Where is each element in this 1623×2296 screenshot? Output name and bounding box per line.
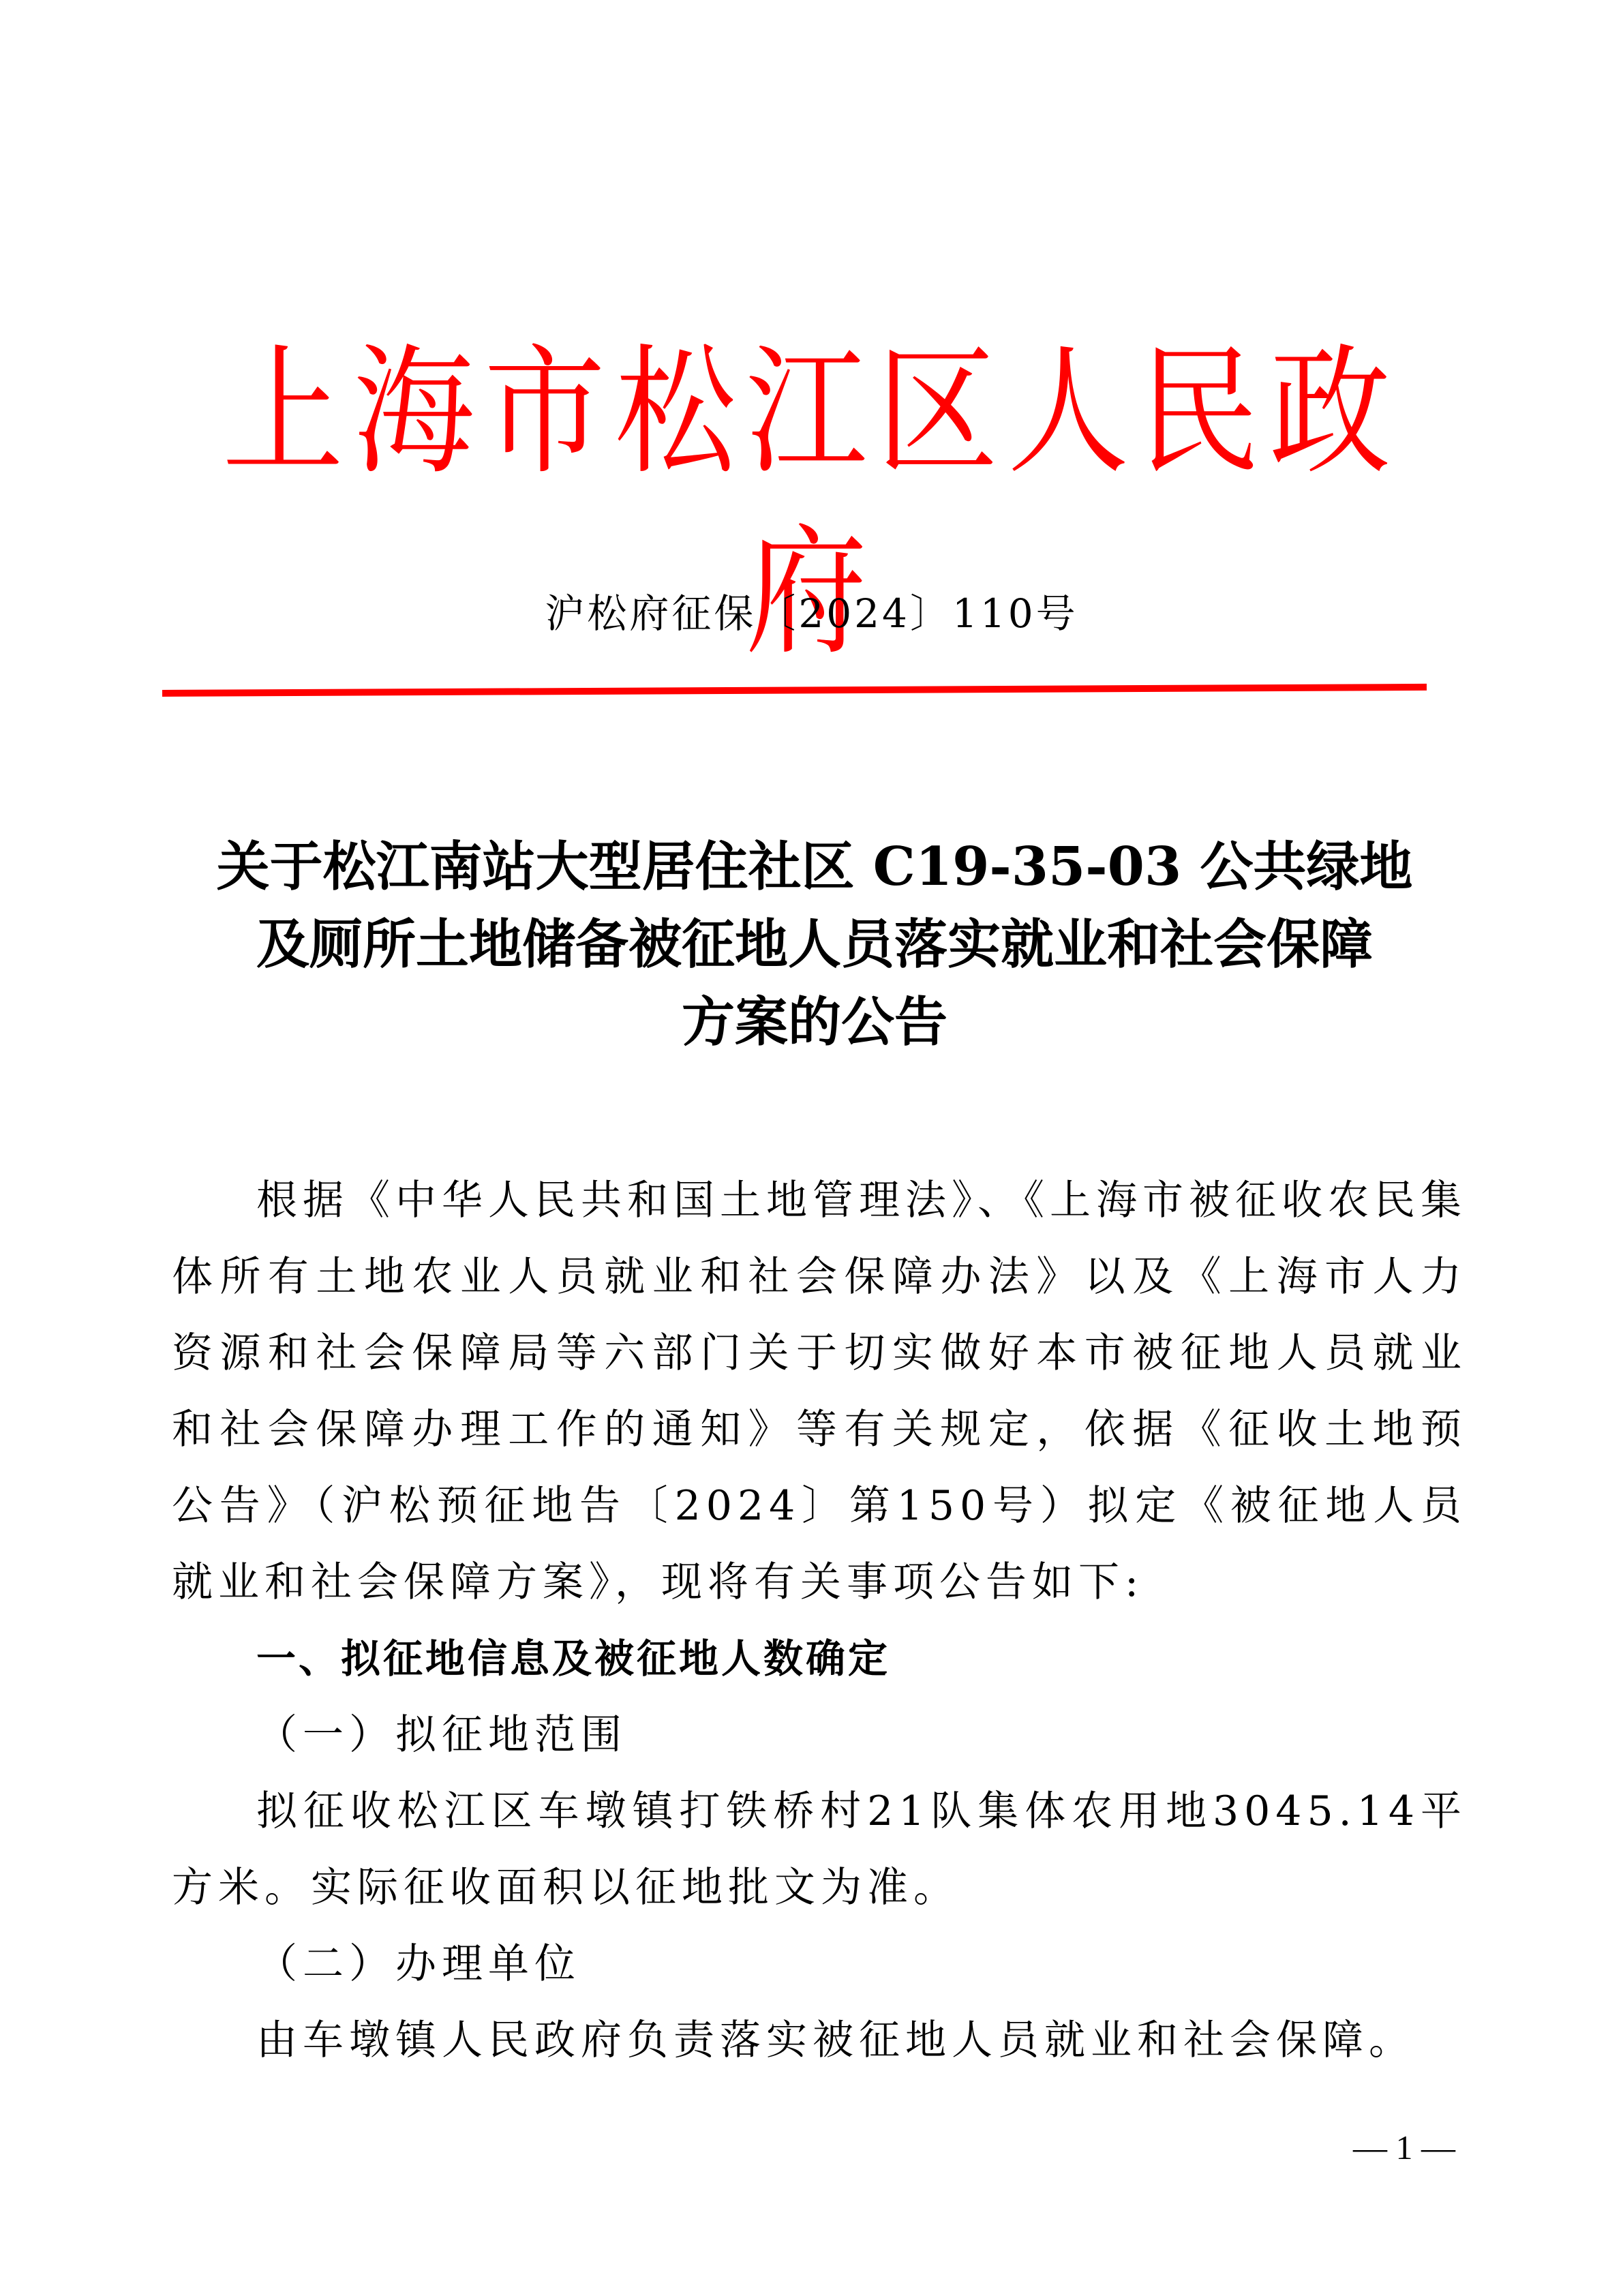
subsection-text-1-2: 由车墩镇人民政府负责落实被征地人员就业和社会保障。 <box>256 2016 1415 2064</box>
title-line-3: 方案的公告 <box>681 991 947 1053</box>
document-number: 沪松府征保〔2024〕110号 <box>545 590 1078 637</box>
section-heading-1: 一、拟征地信息及被征地人数确定 <box>256 1635 891 1682</box>
red-divider-rule <box>162 684 1427 697</box>
subsection-text-1-1: 拟征收松江区车墩镇打铁桥村21队集体农用地3045.14平方米。实际征收面积以征地批文为准。 <box>172 1787 1467 1912</box>
document-body <box>172 1162 1467 2079</box>
title-line-2: 及厕所土地储备被征地人员落实就业和社会保障 <box>256 913 1373 976</box>
subsection-heading-1-1: （一）拟征地范围 <box>256 1711 627 1759</box>
issuer-name: 上海市松江区人民政府 <box>222 331 1400 674</box>
page-number: — 1 — <box>1353 2128 1455 2166</box>
document-title <box>164 828 1466 1061</box>
title-line-1: 关于松江南站大型居住社区 C19-35-03 公共绿地 <box>216 836 1413 898</box>
subsection-heading-1-2: （二）办理单位 <box>256 1940 581 1988</box>
intro-paragraph: 根据《中华人民共和国土地管理法》、《上海市被征收农民集体所有土地农业人员就业和社会保障办法》以及《上海市人力资源和社会保障局等六部门关于切实做好本市被征地人员就业和社会保障办理工作的通知》等有关规定，依据《征收土地预公告》（沪松预征地告〔2024〕第150号）拟定《被征地人员就业和社会保障方案》，现将有关事项公告如下: <box>172 1177 1467 1606</box>
